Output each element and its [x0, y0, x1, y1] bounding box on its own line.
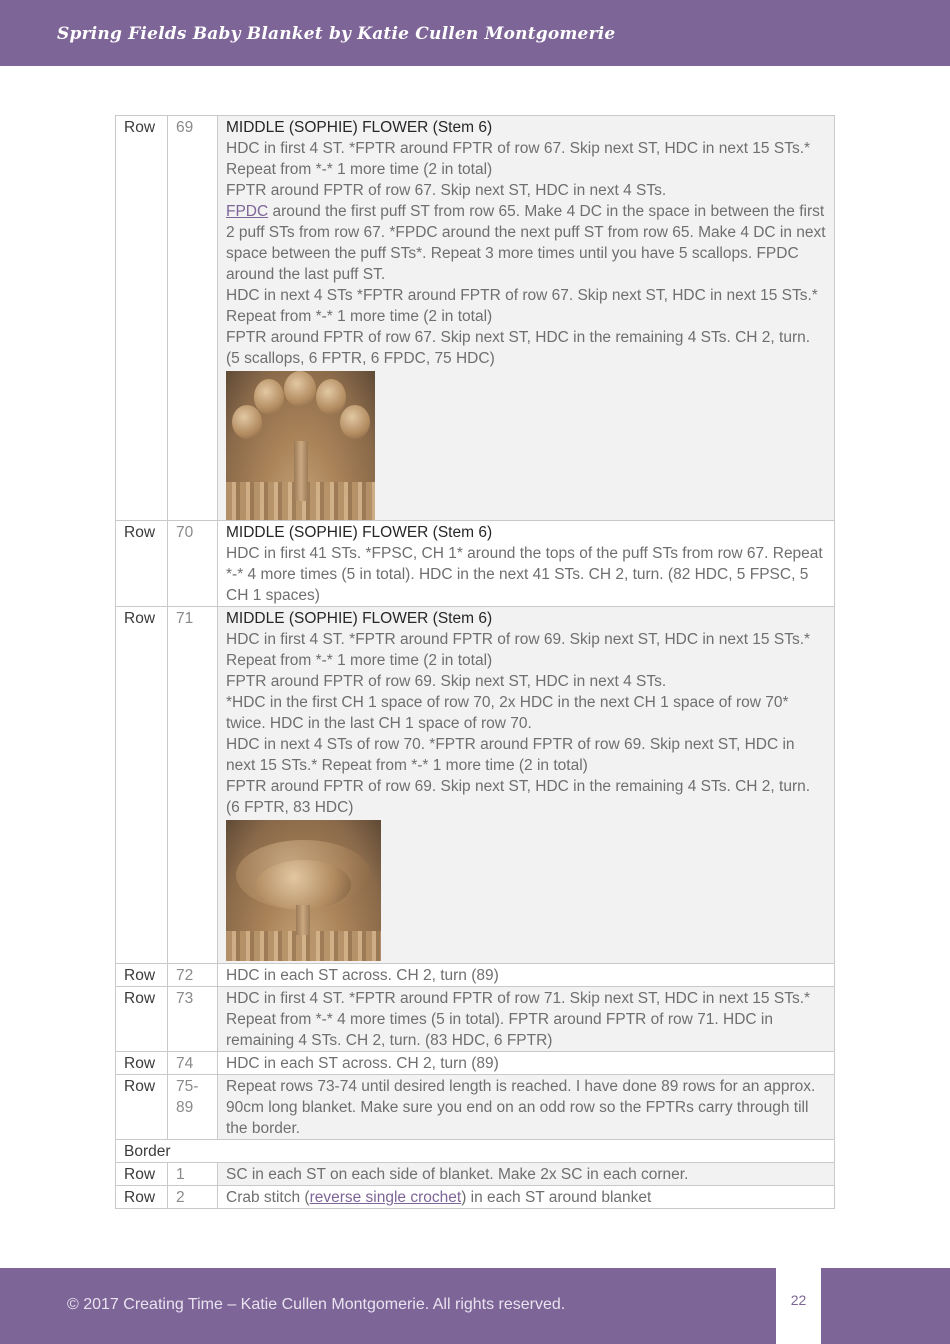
instruction-line: HDC in first 41 STs. *FPSC, CH 1* around the tops of the puff STs from row 67. Repeat *-* 4 more times (5 in total). HDC in the next 41 STs. CH 2, turn. (82 HDC, 5 FPSC, 5 CH 1 spaces) — [226, 545, 823, 604]
stem-shape — [294, 441, 308, 501]
petal-shape — [284, 371, 316, 407]
stem-shape — [296, 905, 310, 935]
row-label: Row — [116, 521, 168, 607]
row-number: 2 — [168, 1186, 218, 1209]
row-number: 72 — [168, 964, 218, 987]
page-number-box — [776, 1268, 821, 1344]
table-row — [116, 607, 835, 964]
instruction-line: HDC in next 4 STs *FPTR around FPTR of row 67. Skip next ST, HDC in next 15 STs.* Repeat from *-* 1 more time (2 in total) — [226, 287, 818, 325]
section-title: MIDDLE (SOPHIE) FLOWER (Stem 6) — [226, 524, 493, 541]
petal-shape — [340, 405, 370, 439]
page-header — [0, 0, 950, 66]
row-label: Row — [116, 1163, 168, 1186]
row-label: Row — [116, 964, 168, 987]
table-row — [116, 1052, 835, 1075]
row-label: Row — [116, 1075, 168, 1140]
row-instructions: HDC in first 4 ST. *FPTR around FPTR of row 71. Skip next ST, HDC in next 15 STs.* Repeat from *-* 4 more times (5 in total). FPTR around FPTR of row 71. HDC in remaining 4 STs. CH 2, turn. (83 HDC, 6 FPTR) — [218, 987, 835, 1052]
row-instructions: HDC in each ST across. CH 2, turn (89) — [218, 1052, 835, 1075]
flower-center — [256, 860, 351, 910]
row-instructions — [218, 1186, 835, 1209]
document-title: Spring Fields Baby Blanket by Katie Cullen Montgomerie — [57, 24, 616, 44]
row-label: Row — [116, 1052, 168, 1075]
row-instructions: Repeat rows 73-74 until desired length is reached. I have done 89 rows for an approx. 90cm long blanket. Make sure you end on an odd row so the FPTRs carry through till the border. — [218, 1075, 835, 1140]
section-title: MIDDLE (SOPHIE) FLOWER (Stem 6) — [226, 119, 493, 136]
copyright-notice: © 2017 Creating Time – Katie Cullen Montgomerie. All rights reserved. — [67, 1296, 566, 1313]
section-title: MIDDLE (SOPHIE) FLOWER (Stem 6) — [226, 610, 493, 627]
instruction-line: FPTR around FPTR of row 67. Skip next ST, HDC in next 4 STs. — [226, 182, 667, 199]
border-section-row — [116, 1140, 835, 1163]
table-row — [116, 116, 835, 521]
knit-texture — [226, 931, 381, 961]
crochet-flower-photo — [226, 820, 381, 961]
crochet-scallop-photo — [226, 371, 375, 520]
instruction-text: Crab stitch ( — [226, 1189, 310, 1206]
table-row — [116, 1186, 835, 1209]
page-footer — [0, 1268, 950, 1344]
instruction-line: FPTR around FPTR of row 69. Skip next ST, HDC in next 4 STs. — [226, 673, 667, 690]
row-instructions — [218, 521, 835, 607]
row-instructions: SC in each ST on each side of blanket. Make 2x SC in each corner. — [218, 1163, 835, 1186]
instruction-text: ) in each ST around blanket — [461, 1189, 652, 1206]
row-label: Row — [116, 607, 168, 964]
table-row — [116, 1075, 835, 1140]
row-number: 1 — [168, 1163, 218, 1186]
row-label: Row — [116, 1186, 168, 1209]
row-number: 71 — [168, 607, 218, 964]
petal-shape — [316, 379, 346, 415]
reverse-single-crochet-link[interactable]: reverse single crochet — [309, 1189, 462, 1206]
instruction-line: FPTR around FPTR of row 69. Skip next ST, HDC in the remaining 4 STs. CH 2, turn. (6 FPTR, 83 HDC) — [226, 778, 811, 816]
row-number: 70 — [168, 521, 218, 607]
instruction-line: *HDC in the first CH 1 space of row 70, 2x HDC in the next CH 1 space of row 70* twice. HDC in the last CH 1 space of row 70. — [226, 694, 789, 732]
petal-shape — [232, 405, 262, 439]
instruction-line: HDC in first 4 ST. *FPTR around FPTR of row 67. Skip next ST, HDC in next 15 STs.* Repeat from *-* 1 more time (2 in total) — [226, 140, 811, 178]
table-row — [116, 987, 835, 1052]
row-number: 74 — [168, 1052, 218, 1075]
row-instructions — [218, 116, 835, 521]
table-row — [116, 964, 835, 987]
table-row — [116, 1163, 835, 1186]
row-number: 69 — [168, 116, 218, 521]
page-number: 22 — [790, 1292, 807, 1308]
instruction-line: HDC in next 4 STs of row 70. *FPTR around FPTR of row 69. Skip next ST, HDC in next 15 STs.* Repeat from *-* 1 more time (2 in total) — [226, 736, 795, 774]
pattern-table — [115, 115, 835, 1209]
instruction-text: around the first puff ST from row 65. Make 4 DC in the space in between the first 2 puff STs from row 67. *FPDC around the next puff ST from row 65. Make 4 DC in next space between the puff STs*. Repeat 3 more times until you have 5 scallops. FPDC around the last puff ST. — [226, 203, 826, 283]
instruction-line: HDC in first 4 ST. *FPTR around FPTR of row 69. Skip next ST, HDC in next 15 STs.* Repeat from *-* 1 more time (2 in total) — [226, 631, 811, 669]
row-number: 73 — [168, 987, 218, 1052]
table-row — [116, 521, 835, 607]
row-instructions: HDC in each ST across. CH 2, turn (89) — [218, 964, 835, 987]
row-instructions — [218, 607, 835, 964]
instruction-line: FPTR around FPTR of row 67. Skip next ST, HDC in the remaining 4 STs. CH 2, turn. (5 scallops, 6 FPTR, 6 FPDC, 75 HDC) — [226, 329, 811, 367]
row-label: Row — [116, 987, 168, 1052]
petal-shape — [254, 379, 284, 415]
instruction-line — [226, 201, 826, 285]
fpdc-link[interactable]: FPDC — [226, 203, 269, 220]
row-label: Row — [116, 116, 168, 521]
row-number: 75-89 — [168, 1075, 218, 1140]
border-heading: Border — [116, 1140, 835, 1163]
